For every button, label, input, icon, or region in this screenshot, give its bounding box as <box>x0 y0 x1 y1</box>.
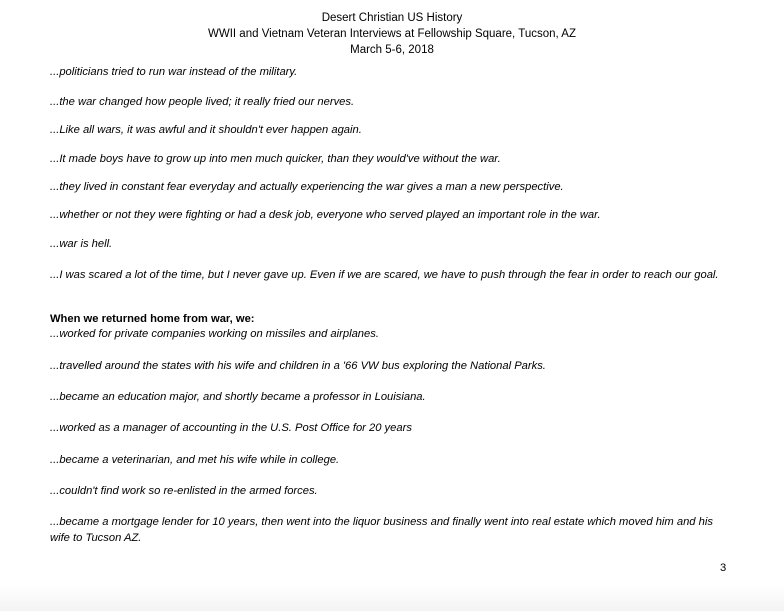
document-header <box>0 10 784 58</box>
returned-item: ...travelled around the states with his wife and children in a '66 VW bus exploring the National Parks. <box>50 360 546 372</box>
document-date: March 5-6, 2018 <box>350 44 434 56</box>
returned-item: ...became a veterinarian, and met his wife while in college. <box>50 454 340 466</box>
returned-item: ...worked for private companies working on missiles and airplanes. <box>50 328 379 340</box>
quote-line: ...they lived in constant fear everyday and actually experiencing the war gives a man a new perspective. <box>50 181 564 193</box>
quote-line: ...whether or not they were fighting or had a desk job, everyone who served played an important role in the war. <box>50 209 601 221</box>
section-heading: When we returned home from war, we: <box>50 313 255 325</box>
quote-line: ...the war changed how people lived; it really fried our nerves. <box>50 96 355 108</box>
page-number: 3 <box>720 562 727 574</box>
quote-line: ...I was scared a lot of the time, but I never gave up. Even if we are scared, we have to push through the fear in order to reach our goal. <box>50 269 719 281</box>
returned-item: ...became a mortgage lender for 10 years, then went into the liquor business and finally went into real estate which moved him and his wife to Tucson AZ. <box>50 516 713 544</box>
page-bottom-edge <box>0 586 784 611</box>
document-title: Desert Christian US History <box>321 12 463 24</box>
returned-item: ...couldn't find work so re-enlisted in the armed forces. <box>50 485 318 497</box>
document-subtitle: WWII and Vietnam Veteran Interviews at Fellowship Square, Tucson, AZ <box>208 28 576 40</box>
returned-item: ...became an education major, and shortly became a professor in Louisiana. <box>50 391 426 403</box>
returned-item: ...worked as a manager of accounting in the U.S. Post Office for 20 years <box>50 422 412 434</box>
quote-line: ...politicians tried to run war instead of the military. <box>50 66 298 78</box>
quote-line: ...war is hell. <box>50 238 113 250</box>
quote-line: ...It made boys have to grow up into men much quicker, than they would've without the war. <box>50 153 501 165</box>
quote-line: ...Like all wars, it was awful and it shouldn't ever happen again. <box>50 124 362 136</box>
